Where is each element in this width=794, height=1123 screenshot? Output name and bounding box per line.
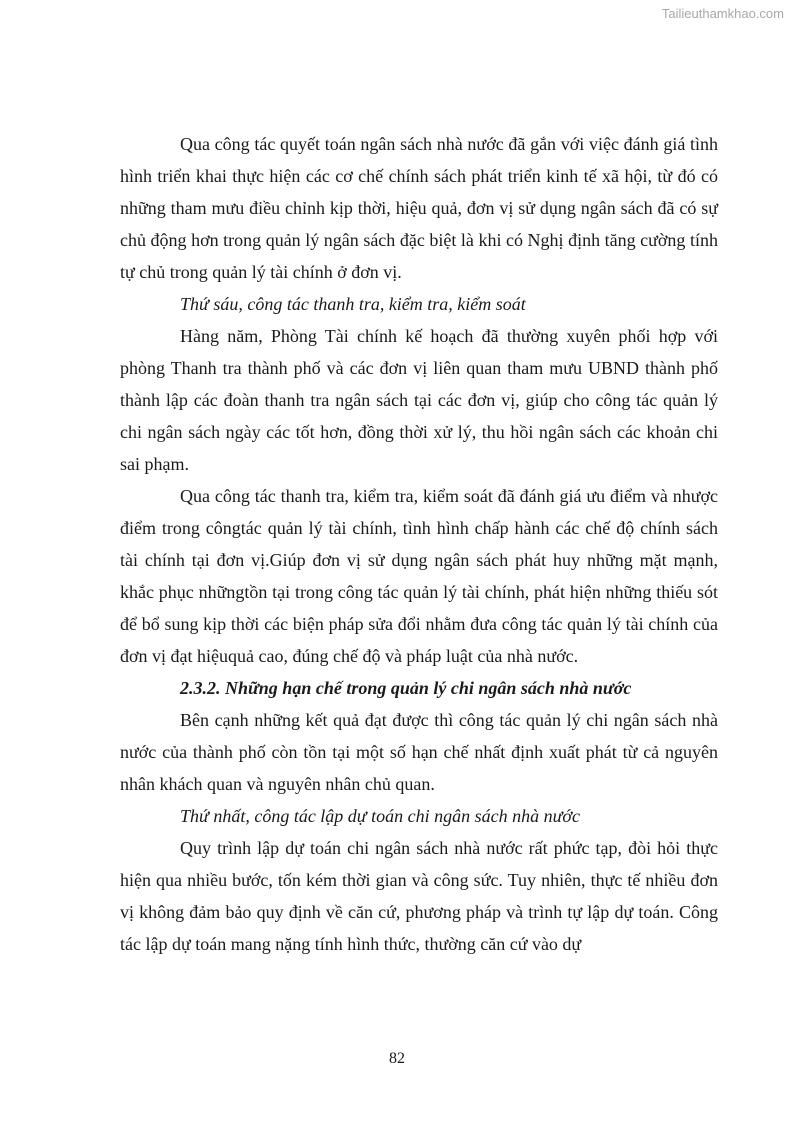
section-heading-2-3-2: 2.3.2. Những hạn chế trong quản lý chi ngân sách nhà nước — [180, 678, 632, 698]
paragraph-annual-inspection: Hàng năm, Phòng Tài chính kế hoạch đã thường xuyên phối hợp với phòng Thanh tra thành phố và các đơn vị liên quan tham mưu UBND thành phố thành lập các đoàn thanh tra ngân sách tại các đơn vị, giúp cho công tác quản lý chi ngân sách ngày các tốt hơn, đồng thời xử lý, thu hồi ngân sách các khoản chi sai phạm. — [120, 326, 718, 474]
watermark: Tailieuthamkhao.com — [661, 6, 784, 21]
paragraph-budget-estimate: Quy trình lập dự toán chi ngân sách nhà nước rất phức tạp, đòi hỏi thực hiện qua nhiều bước, tốn kém thời gian và công sức. Tuy nhiên, thực tế nhiều đơn vị không đảm bảo quy định về căn cứ, phương pháp và trình tự lập dự toán. Công tác lập dự toán mang nặng tính hình thức, thường căn cứ vào dự — [120, 838, 718, 954]
paragraph-settlement: Qua công tác quyết toán ngân sách nhà nước đã gắn với việc đánh giá tình hình triển khai thực hiện các cơ chế chính sách phát triển kinh tế xã hội, từ đó có những tham mưu điều chỉnh kịp thời, hiệu quả, đơn vị sử dụng ngân sách đã có sự chủ động hơn trong quản lý ngân sách đặc biệt là khi có Nghị định tăng cường tính tự chủ trong quản lý tài chính ở đơn vị. — [120, 134, 718, 282]
subheading-first: Thứ nhất, công tác lập dự toán chi ngân sách nhà nước — [180, 806, 581, 826]
paragraph-limitations-intro: Bên cạnh những kết quả đạt được thì công tác quản lý chi ngân sách nhà nước của thành phố còn tồn tại một số hạn chế nhất định xuất phát từ cả nguyên nhân khách quan và nguyên nhân chủ quan. — [120, 710, 718, 794]
page-number: 82 — [389, 1050, 405, 1067]
subheading-sixth: Thứ sáu, công tác thanh tra, kiểm tra, kiểm soát — [180, 294, 526, 314]
page-body — [120, 128, 718, 960]
paragraph-inspection-evaluation: Qua công tác thanh tra, kiểm tra, kiểm soát đã đánh giá ưu điểm và nhược điểm trong côngtác quản lý tài chính, tình hình chấp hành các chế độ chính sách tài chính tại đơn vị.Giúp đơn vị sử dụng ngân sách phát huy những mặt mạnh, khắc phục nhữngtồn tại trong công tác quản lý tài chính, phát hiện những thiếu sót để bổ sung kịp thời các biện pháp sửa đổi nhằm đưa công tác quản lý tài chính của đơn vị đạt hiệuquả cao, đúng chế độ và pháp luật của nhà nước. — [120, 486, 718, 666]
